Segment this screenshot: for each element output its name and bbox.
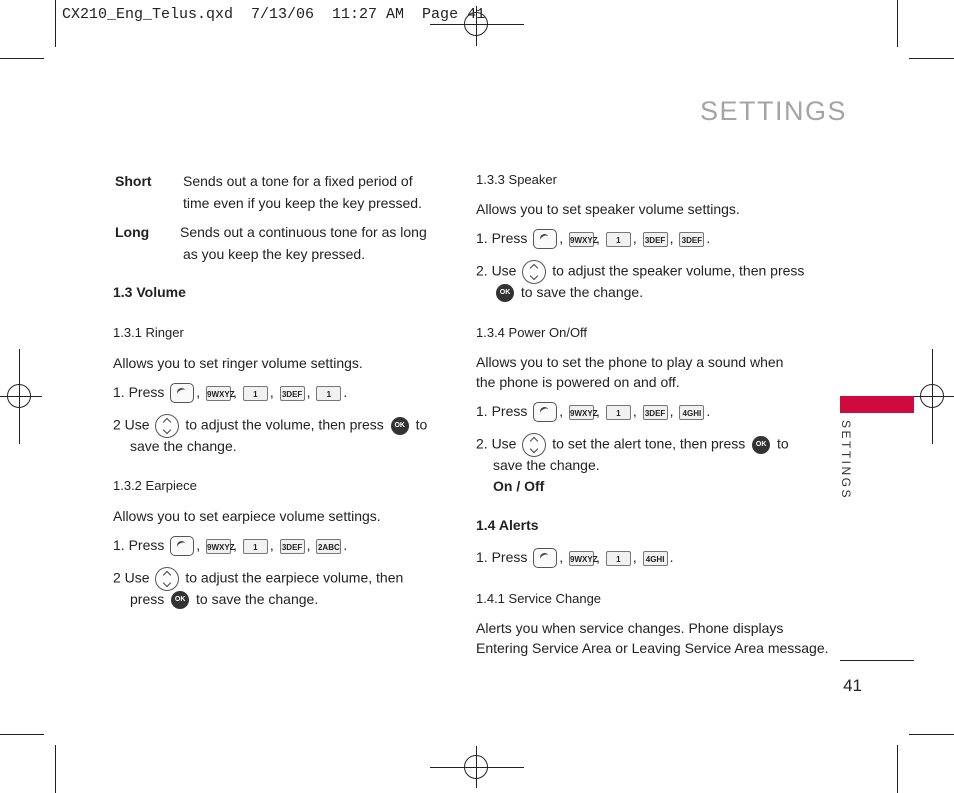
key-2-icon: 2ABC [316,539,341,554]
power-description: the phone is powered on and off. [476,374,680,390]
menu-key-icon [533,548,557,568]
file-slug: CX210_Eng_Telus.qxd 7/13/06 11:27 AM Page 41 [62,6,486,23]
step-text: to set the alert tone, then press [552,435,746,452]
navigation-key-icon [155,414,179,438]
step-text: 1. Press [476,549,528,565]
step-text: 1. Press [476,230,528,246]
power-step-1: 1. Press , 9WXYZ, 1 , 3DEF , 4GHI . [476,401,710,422]
key-4-icon: 4GHI [643,551,668,566]
alerts-step-1: 1. Press , 9WXYZ, 1 , 4GHI . [476,547,673,568]
step-text: to adjust the earpiece volume, then [185,569,404,586]
step-text: 2. Use [476,435,517,452]
crop-mark [55,0,56,47]
speaker-description: Allows you to set speaker volume settings. [476,201,740,217]
speaker-heading: 1.3.3 Speaker [476,172,557,187]
crop-mark [909,58,954,59]
earpiece-step-1: 1. Press , 9WXYZ, 1 , 3DEF , 2ABC . [113,535,347,556]
short-term: Short [115,173,152,189]
step-text: 2 Use [113,416,150,433]
earpiece-description: Allows you to set earpiece volume settings. [113,508,381,524]
key-1-icon: 1 [606,232,631,247]
menu-key-icon [170,536,194,556]
key-1-icon: 1 [316,386,341,401]
key-9-icon: 9WXYZ [569,551,594,566]
power-description: Allows you to set the phone to play a sound when [476,354,784,370]
key-1-icon: 1 [606,551,631,566]
ringer-description: Allows you to set ringer volume settings. [113,355,363,371]
key-4-icon: 4GHI [679,405,704,420]
key-3-icon: 3DEF [643,405,668,420]
speaker-step-2-cont [493,282,643,302]
ringer-step-1: 1. Press , 9WXYZ, 1 , 3DEF , 1 . [113,382,347,403]
key-9-icon: 9WXYZ [569,232,594,247]
step-text: 2. Use [476,262,517,279]
crop-mark [55,745,56,793]
crop-mark [897,0,898,47]
volume-heading: 1.3 Volume [113,284,186,300]
key-9-icon: 9WXYZ [206,386,231,401]
power-step-2 [476,433,789,457]
navigation-key-icon [522,433,546,457]
section-tab [840,396,914,413]
speaker-step-2 [476,260,804,284]
long-term: Long [115,224,150,240]
service-description: Alerts you when service changes. Phone displays [476,620,784,636]
navigation-key-icon [155,567,179,591]
step-text: to adjust the speaker volume, then press [552,262,805,279]
step-text: press [130,591,165,607]
short-description: time even if you keep the key pressed. [183,195,422,211]
key-3-icon: 3DEF [280,386,305,401]
ringer-step-2 [113,414,427,438]
key-9-icon: 9WXYZ [569,405,594,420]
crop-mark [0,734,44,735]
ringer-step-2-cont: save the change. [130,438,237,454]
step-text: 2 Use [113,569,150,586]
step-text: 1. Press [476,403,528,419]
key-3-icon: 3DEF [679,232,704,247]
menu-key-icon [533,229,557,249]
alerts-heading: 1.4 Alerts [476,517,539,533]
key-9-icon: 9WXYZ [206,539,231,554]
step-text: to [777,435,789,452]
crop-mark [897,745,898,793]
step-text: to save the change. [196,591,319,607]
navigation-key-icon [522,260,546,284]
crop-mark [909,734,954,735]
power-heading: 1.3.4 Power On/Off [476,325,588,340]
ok-key-icon: OK [496,284,514,302]
key-1-icon: 1 [243,539,268,554]
page-title: SETTINGS [700,96,848,126]
ringer-heading: 1.3.1 Ringer [113,325,184,340]
step-text: to save the change. [520,284,644,300]
step-text: to [415,416,428,433]
ok-key-icon: OK [171,591,189,609]
menu-key-icon [170,383,194,403]
registration-mark [7,384,31,408]
long-description: as you keep the key pressed. [183,246,366,262]
key-3-icon: 3DEF [643,232,668,247]
short-description: Sends out a tone for a fixed period of [183,173,413,189]
footer-rule [840,660,914,661]
page-number: 41 [843,676,862,695]
registration-mark [464,755,488,779]
long-description: Sends out a continuous tone for as long [180,224,427,240]
step-text: 1. Press [113,537,165,553]
menu-key-icon [533,402,557,422]
key-1-icon: 1 [606,405,631,420]
key-1-icon: 1 [243,386,268,401]
power-options: On / Off [493,478,545,494]
crop-mark [0,58,44,59]
earpiece-heading: 1.3.2 Earpiece [113,478,197,493]
service-heading: 1.4.1 Service Change [476,591,602,606]
key-3-icon: 3DEF [280,539,305,554]
step-text: to adjust the volume, then press [185,416,384,433]
ok-key-icon: OK [752,436,770,454]
earpiece-step-2 [113,567,403,591]
speaker-step-1: 1. Press , 9WXYZ, 1 , 3DEF , 3DEF . [476,228,710,249]
ok-key-icon: OK [391,417,409,435]
power-step-2-cont: save the change. [493,457,600,473]
earpiece-step-2-cont [130,589,318,609]
registration-mark [920,384,944,408]
side-section-label: SETTINGS [839,420,853,501]
step-text: 1. Press [113,384,165,400]
service-description: Entering Service Area or Leaving Service Area message. [476,640,829,656]
